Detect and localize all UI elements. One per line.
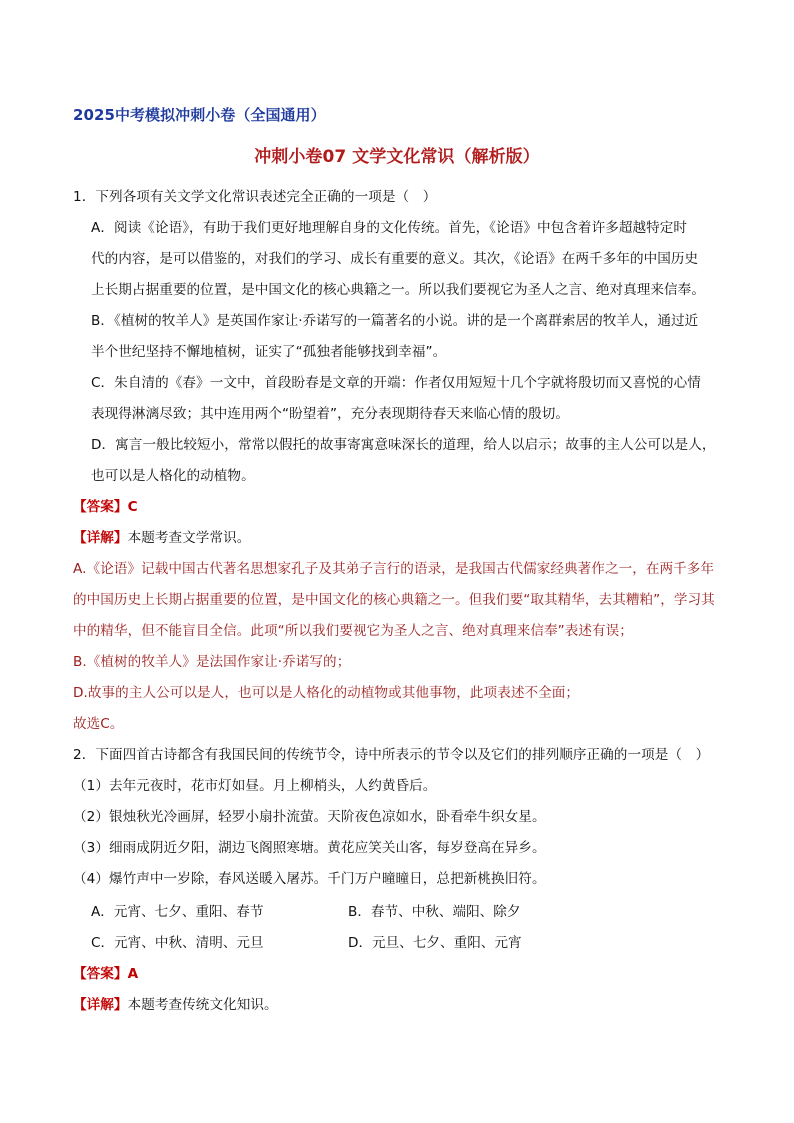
q1-analysis-line-4: B.《植树的牧羊人》是法国作家让·乔诺写的； (73, 654, 351, 670)
q2-poem-3: （3）细雨成阴近夕阳，湖边飞阁照寒塘。黄花应笑关山客，每岁登高在异乡。 (73, 840, 546, 856)
q1-option-a-line-3: 上长期占据重要的位置，是中国文化的核心典籍之一。所以我们要视它为圣人之言、绝对真理来信奉。 (91, 282, 705, 298)
detail-tag: 【详解】 (73, 530, 128, 546)
q1-option-a-line-2: 代的内容，是可以借鉴的，对我们的学习、成长有重要的意义。其次，《论语》在两千多年的中国历史 (91, 251, 699, 267)
q2-option-d: D．元旦、七夕、重阳、元宵 (348, 935, 522, 951)
q1-conclusion: 故选C。 (73, 716, 124, 732)
q1-analysis-line-2: 的中国历史上长期占据重要的位置，是中国文化的核心典籍之一。但我们要“取其精华，去其糟粕”，学习其 (73, 592, 715, 608)
q1-option-c-line-2: 表现得淋漓尽致；其中连用两个“盼望着”，充分表现期待春天来临心情的殷切。 (91, 406, 570, 422)
answer-tag: 【答案】 (73, 966, 128, 982)
exam-series-title: 2025中考模拟冲刺小卷（全国通用） (73, 106, 326, 124)
answer-value: A (127, 966, 139, 982)
q1-detail (73, 529, 250, 547)
q1-option-d-line-1: D．寓言一般比较短小，常常以假托的故事寄寓意味深长的道理，给人以启示；故事的主人公可以是人， (91, 437, 716, 453)
q1-analysis-line-3: 中的精华，但不能盲目全信。此项“所以我们要视它为圣人之言、绝对真理来信奉”表述有误； (73, 623, 633, 639)
q2-option-c: C．元宵、中秋、清明、元旦 (91, 935, 264, 951)
q2-answer (73, 965, 138, 983)
q2-option-a: A．元宵、七夕、重阳、春节 (91, 904, 264, 920)
q1-analysis-line-1: A.《论语》记载中国古代著名思想家孔子及其弟子言行的语录，是我国古代儒家经典著作之一，在两千多年 (73, 561, 715, 577)
detail-text: 本题考查传统文化知识。 (127, 997, 278, 1013)
answer-tag: 【答案】 (73, 499, 128, 515)
q2-poem-4: （4）爆竹声中一岁除，春风送暖入屠苏。千门万户曈曈日，总把新桃换旧符。 (73, 871, 546, 887)
q2-poem-2: （2）银烛秋光冷画屏，轻罗小扇扑流萤。天阶夜色凉如水，卧看牵牛织女星。 (73, 809, 546, 825)
q1-option-c-line-1: C．朱自清的《春》一文中，首段盼春是文章的开端：作者仅用短短十几个字就将殷切而又喜悦的心情 (91, 375, 701, 391)
detail-tag: 【详解】 (73, 997, 128, 1013)
q1-option-d-line-2: 也可以是人格化的动植物。 (91, 468, 255, 484)
detail-text: 本题考查文学常识。 (127, 530, 251, 546)
q1-option-b-line-1: B．《植树的牧羊人》是英国作家让·乔诺写的一篇著名的小说。讲的是一个离群索居的牧羊人，通过近 (91, 313, 699, 329)
question-1-stem: 1．下列各项有关文学文化常识表述完全正确的一项是（ ） (73, 189, 437, 205)
question-2-stem: 2．下面四首古诗都含有我国民间的传统节令，诗中所表示的节令以及它们的排列顺序正确的一项是（ ） (73, 747, 710, 763)
paper-title: 冲刺小卷07 文学文化常识（解析版） (254, 147, 540, 167)
q1-option-a-line-1: A．阅读《论语》，有助于我们更好地理解自身的文化传统。首先，《论语》中包含着许多超越特定时 (91, 220, 688, 236)
q2-option-b: B．春节、中秋、端阳、除夕 (348, 904, 521, 920)
answer-value: C (127, 499, 138, 515)
q1-option-b-line-2: 半个世纪坚持不懈地植树，证实了“孤独者能够找到幸福”。 (91, 344, 447, 360)
q1-answer (73, 498, 138, 516)
q2-detail (73, 996, 278, 1014)
q1-analysis-line-5: D.故事的主人公可以是人，也可以是人格化的动植物或其他事物，此项表述不全面； (73, 685, 580, 701)
q2-poem-1: （1）去年元夜时，花市灯如昼。月上柳梢头，人约黄昏后。 (73, 778, 437, 794)
